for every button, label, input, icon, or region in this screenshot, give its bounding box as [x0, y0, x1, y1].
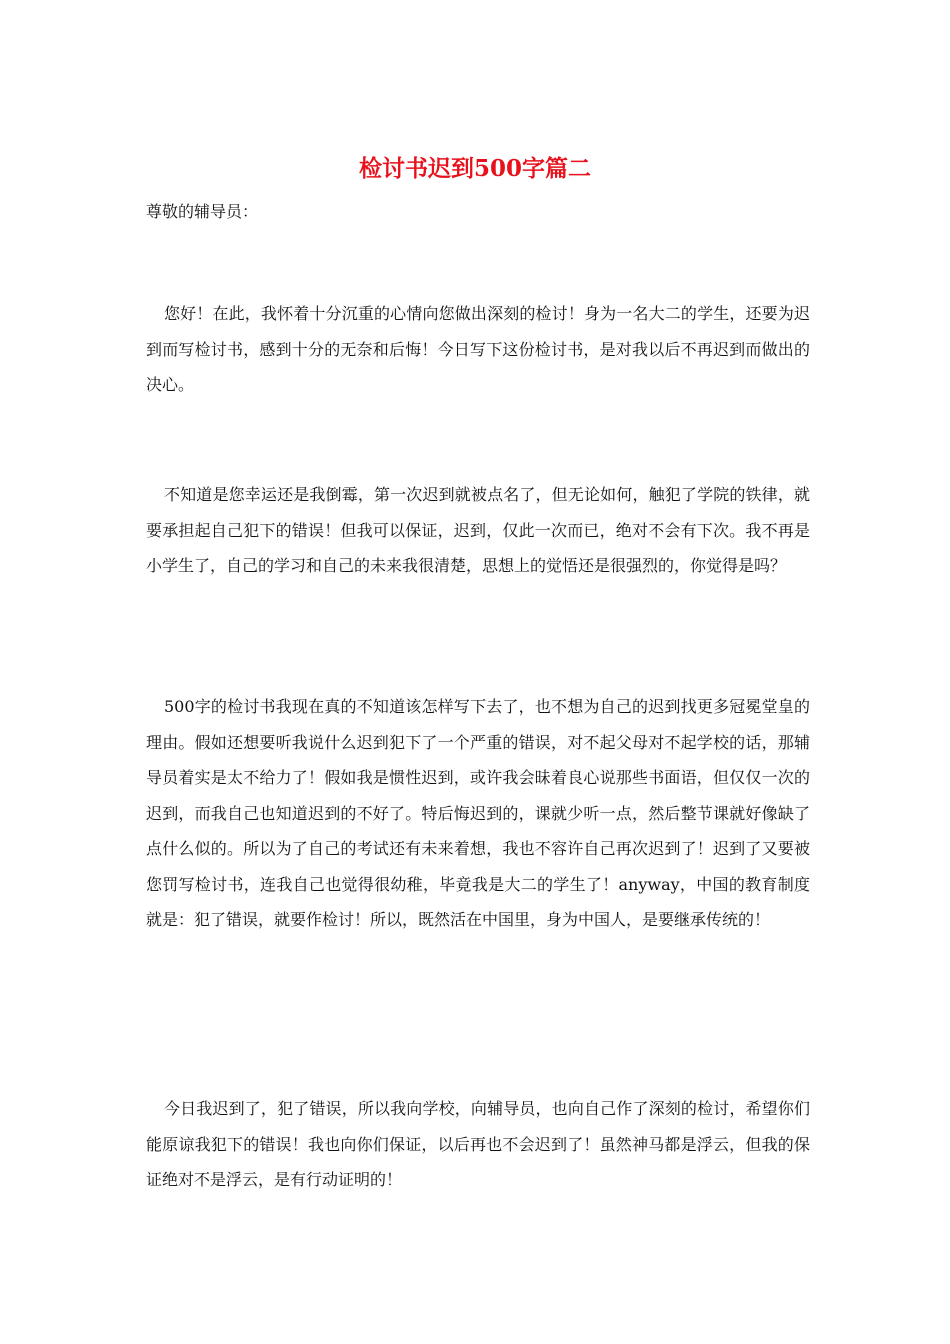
document-title: 检讨书迟到500字篇二 — [358, 155, 591, 182]
salutation: 尊敬的辅导员： — [146, 202, 259, 221]
paragraph: 500字的检讨书我现在真的不知道该怎样写下去了，也不想为自己的迟到找更多冠冕堂皇的理由。假如还想要听我说什么迟到犯下了一个严重的错误，对不起父母对不起学校的话，那辅导员着实是太不给力了！假如我是惯性迟到，或许我会昧着良心说那些书面语，但仅仅一次的迟到，而我自己也知道迟到的不好了。特后悔迟到的，课就少听一点，然后整节课就好像缺了点什么似的。所以为了自己的考试还有未来着想，我也不容许自己再次迟到了！迟到了又要被您罚写检讨书，连我自己也觉得很幼稚，毕竟我是大二的学生了！anyway，中国的教育制度就是：犯了错误，就要作检讨！所以，既然活在中国里，身为中国人，是要继承传统的！ — [146, 697, 810, 929]
paragraph: 今日我迟到了，犯了错误，所以我向学校，向辅导员，也向自己作了深刻的检讨，希望你们能原谅我犯下的错误！我也向你们保证，以后再也不会迟到了！虽然神马都是浮云，但我的保证绝对不是浮云，是有行动证明的！ — [146, 1099, 810, 1189]
paragraph: 您好！在此，我怀着十分沉重的心情向您做出深刻的检讨！身为一名大二的学生，还要为迟到而写检讨书，感到十分的无奈和后悔！今日写下这份检讨书，是对我以后不再迟到而做出的决心。 — [146, 304, 810, 394]
paragraph: 不知道是您幸运还是我倒霉，第一次迟到就被点名了，但无论如何，触犯了学院的铁律，就要承担起自己犯下的错误！但我可以保证，迟到，仅此一次而已，绝对不会有下次。我不再是小学生了，自己的学习和自己的未来我很清楚，思想上的觉悟还是很强烈的，你觉得是吗？ — [146, 485, 810, 575]
